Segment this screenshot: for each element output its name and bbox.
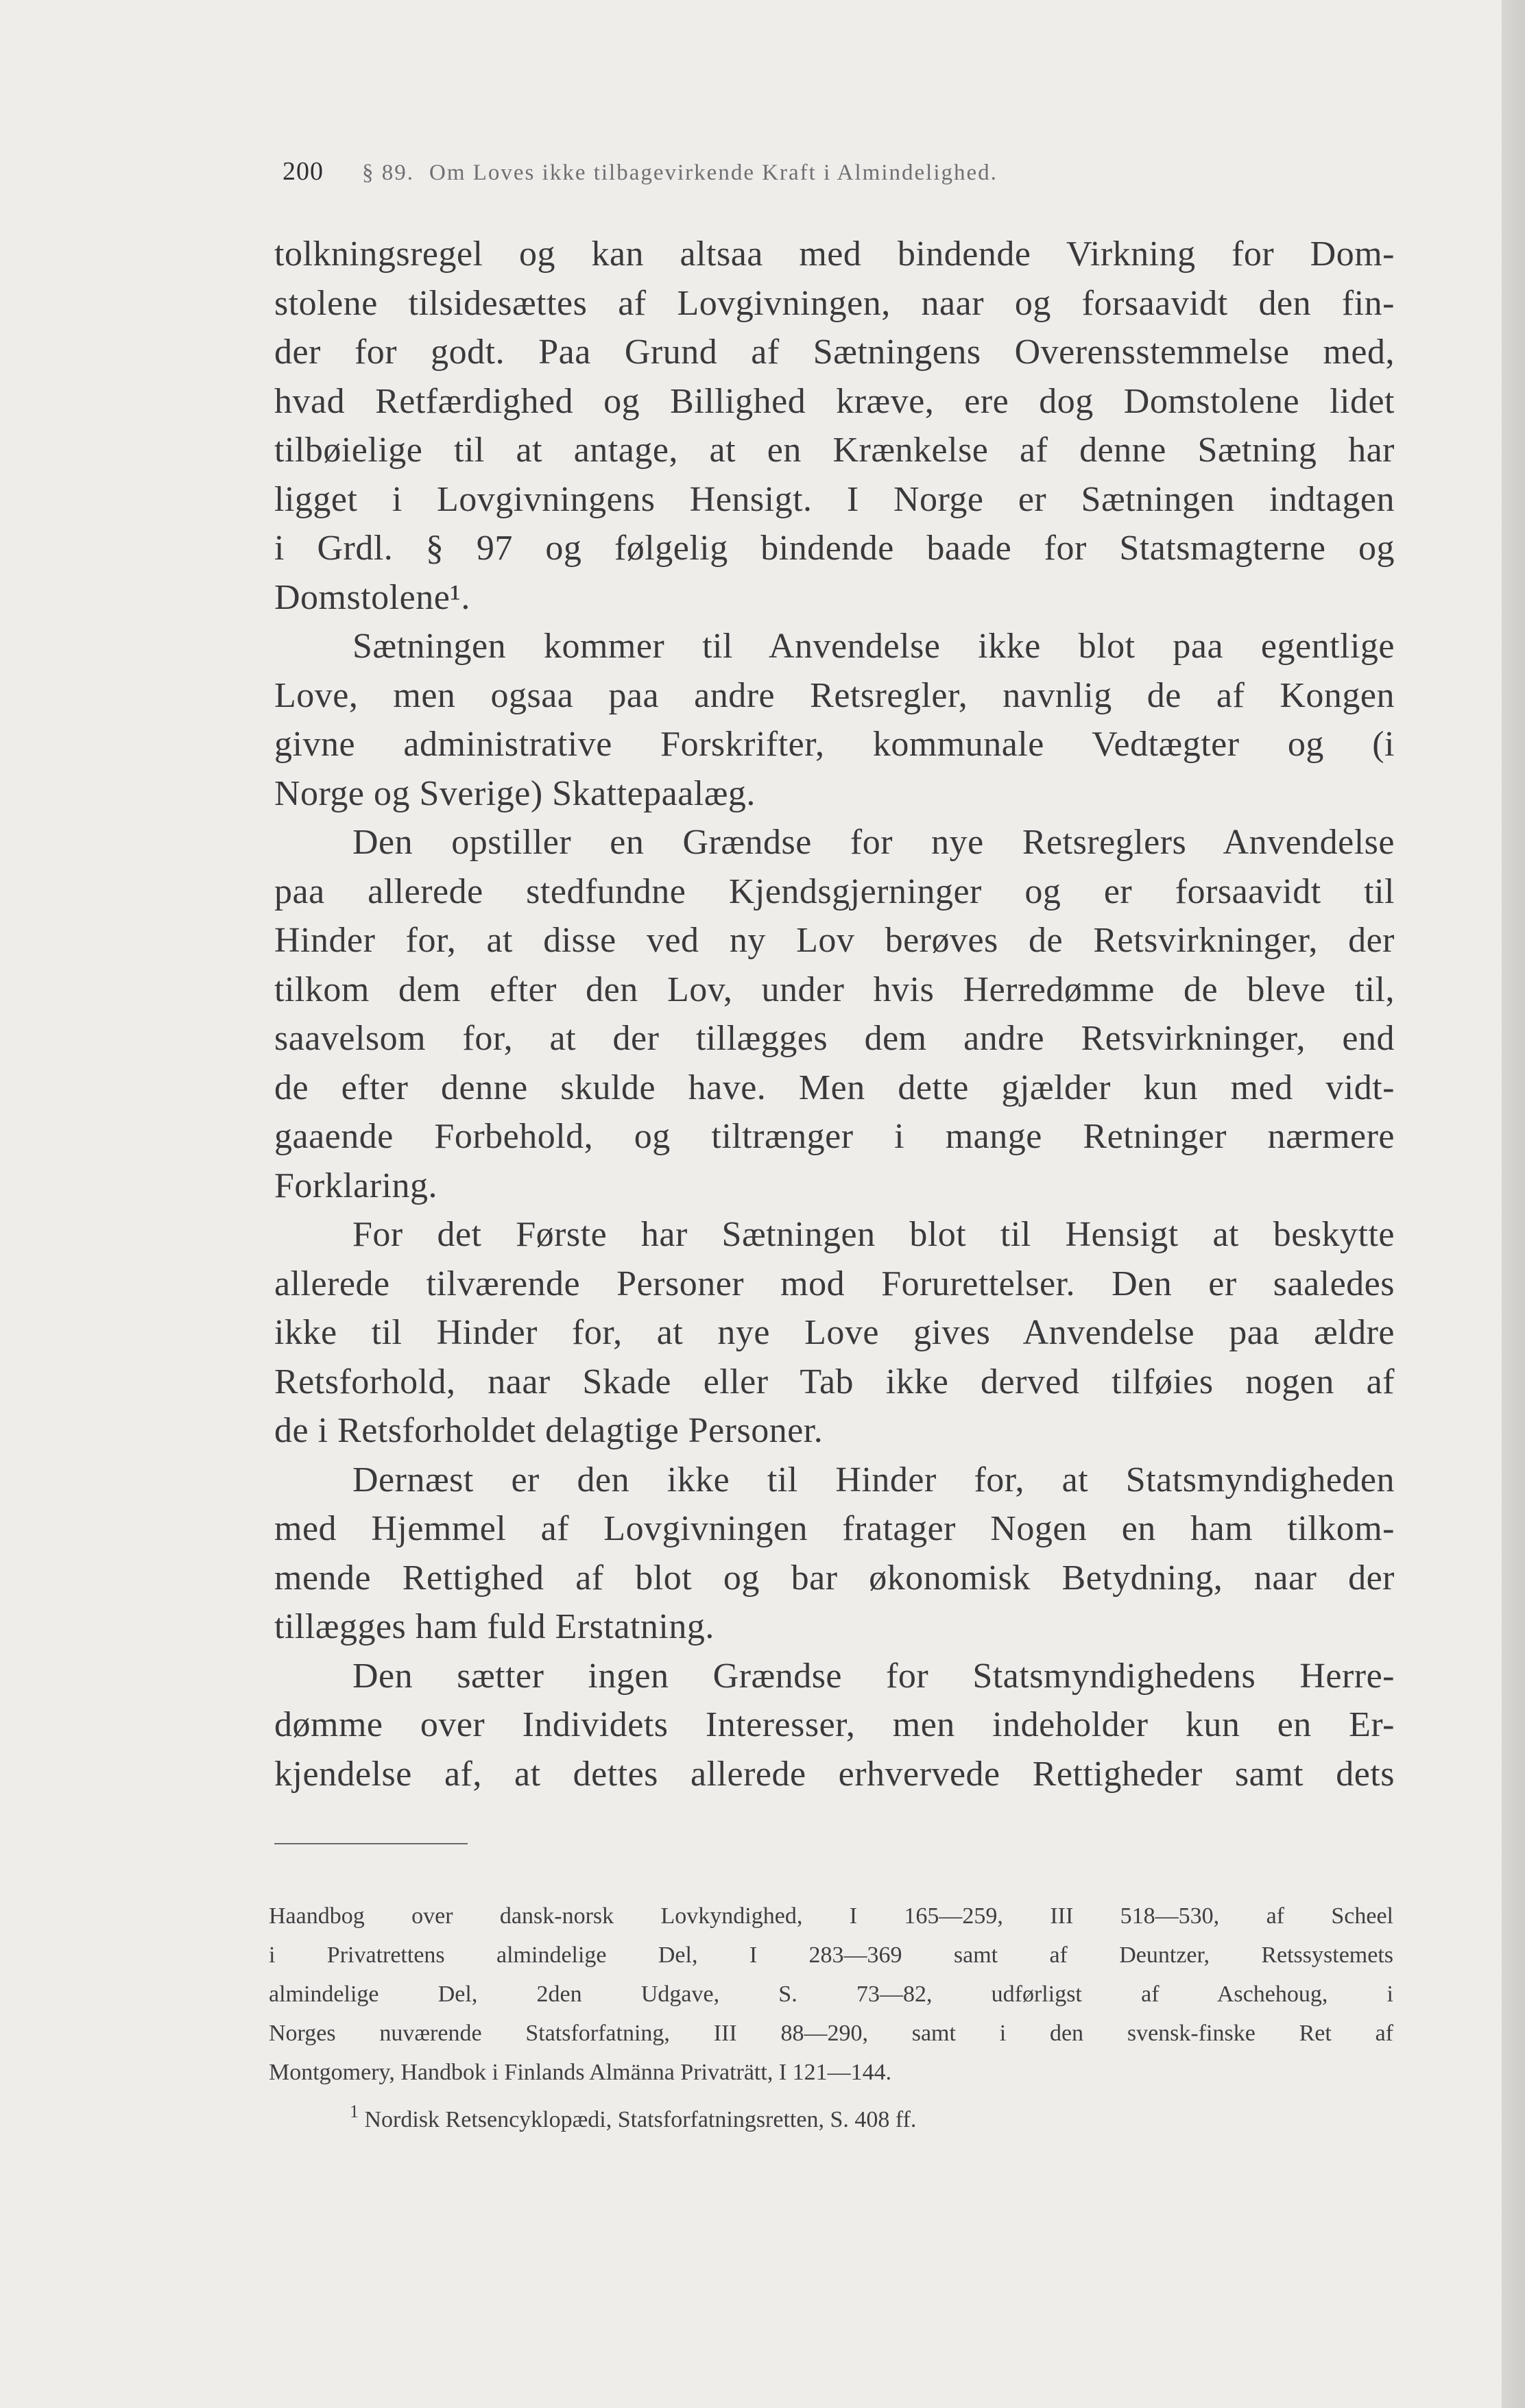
text-line: ligget i Lovgivningens Hensigt. I Norge er Sætningen indtagen (274, 479, 1395, 519)
footnote-line: almindelige Del, 2den Udgave, S. 73—82, udførligst af Aschehoug, i (269, 1982, 1393, 2007)
footnote-line: Norges nuværende Statsforfatning, III 88—290, samt i den svensk-finske Ret af (269, 2021, 1393, 2046)
text-line: tillægges ham fuld Erstatning. (274, 1607, 715, 1646)
text-line: med Hjemmel af Lovgivningen fratager Nogen en ham tilkom- (274, 1509, 1395, 1548)
text-line: der for godt. Paa Grund af Sætningens Overensstemmelse med, (274, 333, 1395, 372)
paragraph (274, 230, 1395, 622)
text-line: tilkom dem efter den Lov, under hvis Herredømme de bleve til, (274, 970, 1395, 1009)
footnote-marker: 1 (350, 2102, 359, 2121)
text-line: Den opstiller en Grændse for nye Retsreglers Anvendelse (352, 823, 1395, 862)
footnote-line: Montgomery, Handbok i Finlands Almänna Privaträtt, I 121—144. (269, 2060, 892, 2085)
footnote-line: i Privatrettens almindelige Del, I 283—369 samt af Deuntzer, Retssystemets (269, 1942, 1393, 1968)
text-line: Dernæst er den ikke til Hinder for, at Statsmyndigheden (352, 1460, 1395, 1500)
text-line: gaaende Forbehold, og tiltrænger i mange Retninger nærmere (274, 1117, 1395, 1156)
running-header (283, 156, 1284, 197)
text-line: Sætningen kommer til Anvendelse ikke blot paa egentlige (352, 627, 1395, 666)
text-line: stolene tilsidesættes af Lovgivningen, naar og forsaavidt den fin- (274, 283, 1395, 323)
text-line: tilbøielige til at antage, at en Krænkelse af denne Sætning har (274, 431, 1395, 470)
section-number: § 89. (362, 160, 414, 185)
text-line: For det Første har Sætningen blot til Hensigt at beskytte (352, 1215, 1395, 1254)
text-line: dømme over Individets Interesser, men indeholder kun en Er- (274, 1705, 1395, 1744)
page-number: 200 (283, 157, 324, 186)
text-line: de i Retsforholdet delagtige Personer. (274, 1411, 824, 1450)
paragraph (274, 818, 1395, 1210)
footnotes (269, 1897, 1393, 2131)
text-line: saavelsom for, at der tillægges dem andre Retsvirkninger, end (274, 1019, 1395, 1058)
text-line: Den sætter ingen Grændse for Statsmyndighedens Herre- (352, 1656, 1395, 1696)
text-line: ikke til Hinder for, at nye Love gives Anvendelse paa ældre (274, 1313, 1395, 1352)
text-line: paa allerede stedfundne Kjendsgjerninger og er forsaavidt til (274, 871, 1395, 911)
text-line: hvad Retfærdighed og Billighed kræve, ere dog Domstolene lidet (274, 381, 1395, 421)
paragraph (274, 1652, 1395, 1799)
footnote (269, 2092, 1393, 2131)
footnote-separator (274, 1843, 468, 1844)
footnote-line (269, 2092, 1393, 2131)
body-text (274, 230, 1395, 1798)
text-line: mende Rettighed af blot og bar økonomisk Betydning, naar der (274, 1558, 1395, 1598)
text-line: Retsforhold, naar Skade eller Tab ikke derved tilføies nogen af (274, 1362, 1395, 1401)
text-line: i Grdl. § 97 og følgelig bindende baade for Statsmagterne og (274, 529, 1395, 568)
text-line: givne administrative Forskrifter, kommunale Vedtægter og (i (274, 725, 1395, 764)
running-title: Om Loves ikke tilbagevirkende Kraft i Almindelighed. (429, 160, 998, 185)
footnote (269, 1897, 1393, 2092)
text-line: allerede tilværende Personer mod Forurettelser. Den er saaledes (274, 1264, 1395, 1303)
text-line: Norge og Sverige) Skattepaalæg. (274, 773, 756, 813)
page-edge-shadow (1502, 0, 1525, 2408)
text-line: Domstolene¹. (274, 577, 470, 617)
text-line: Hinder for, at disse ved ny Lov berøves de Retsvirkninger, der (274, 921, 1395, 960)
footnote-text: Nordisk Retsencyklopædi, Statsforfatningsretten, S. 408 ff. (364, 2107, 917, 2132)
text-line: de efter denne skulde have. Men dette gjælder kun med vidt- (274, 1068, 1395, 1107)
paragraph (274, 622, 1395, 818)
text-line: kjendelse af, at dettes allerede erhvervede Rettigheder samt dets (274, 1754, 1395, 1794)
text-line: tolkningsregel og kan altsaa med bindende Virkning for Dom- (274, 234, 1395, 274)
text-line: Love, men ogsaa paa andre Retsregler, navnlig de af Kongen (274, 675, 1395, 715)
paragraph (274, 1456, 1395, 1652)
paragraph (274, 1210, 1395, 1456)
text-line: Forklaring. (274, 1166, 438, 1205)
footnote-line: Haandbog over dansk-norsk Lovkyndighed, I 165—259, III 518—530, af Scheel (269, 1903, 1393, 1929)
